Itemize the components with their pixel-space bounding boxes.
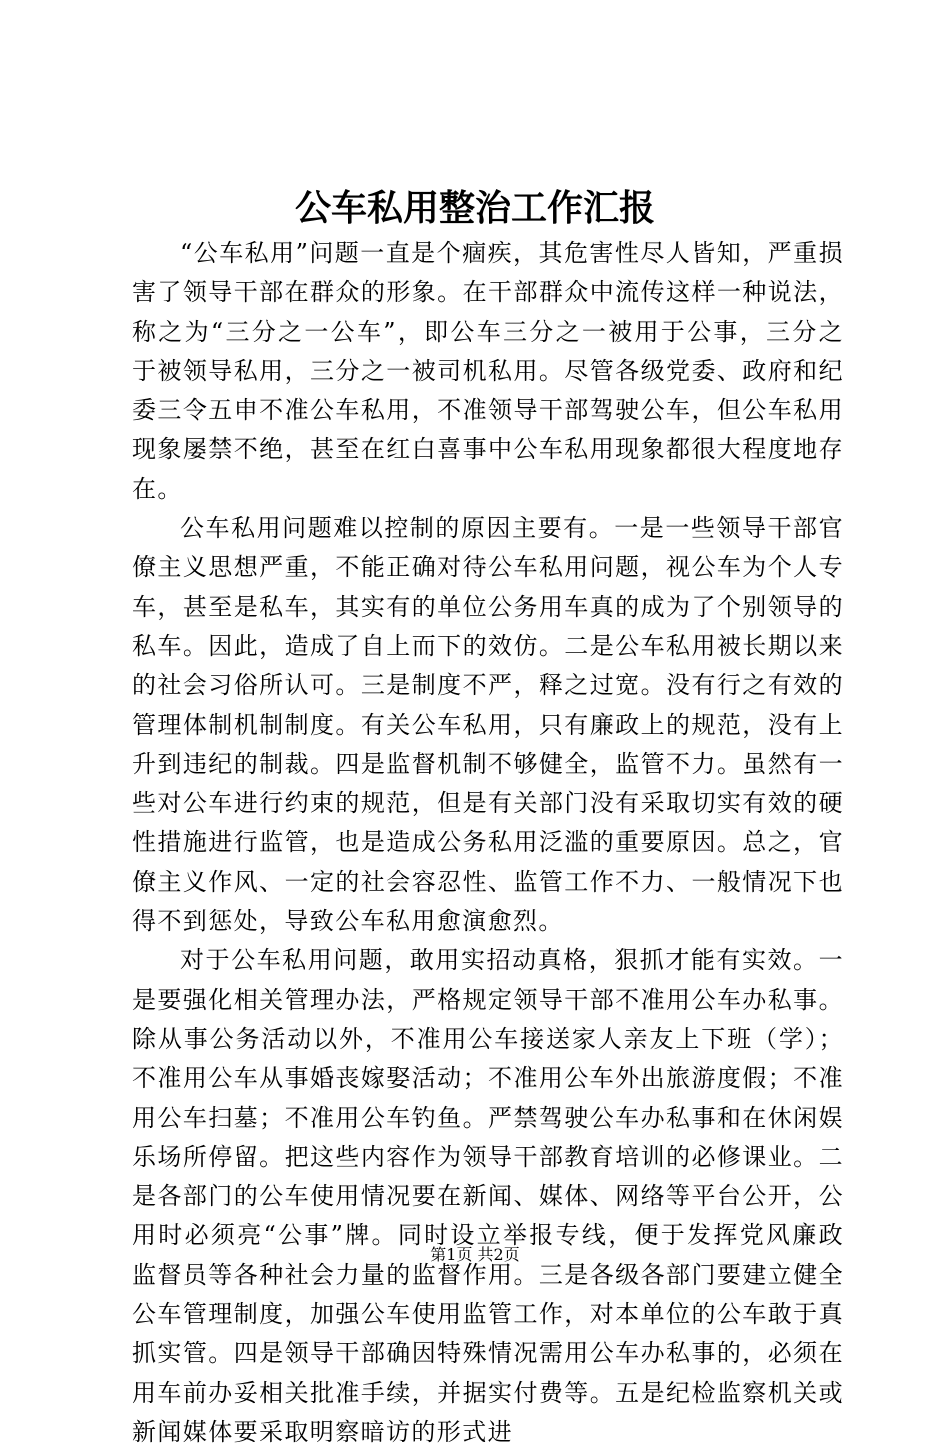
page-footer: 第1页 共2页 [430,1245,520,1264]
paragraph-3: 对于公车私用问题，敢用实招动真格，狠抓才能有实效。一是要强化相关管理办法，严格规定领导干部不准用公车办私事。除从事公务活动以外，不准用公车接送家人亲友上下班（学）；不准用公车从事婚丧嫁娶活动；不准用公车外出旅游度假；不准用公车扫墓；不准用公车钓鱼。严禁驾驶公车办私事和在休闲娱乐场所停留。把这些内容作为领导干部教育培训的必修课业。二是各部门的公车使用情况要在新闻、媒体、网络等平台公开，公用时必须亮“公事”牌。同时设立举报专线，便于发挥党风廉政监督员等各种社会力量的监督作用。三是各级各部门要建立健全公车管理制度，加强公车使用监管工作，对本单位的公车敢于真抓实管。四是领导干部确因特殊情况需用公车办私事的，必须在用车前办妥相关批准手续，并据实付费等。五是纪检监察机关或新闻媒体要采取明察暗访的形式进 [132,946,844,1446]
paragraph-1: “公车私用”问题一直是个痼疾，其危害性尽人皆知，严重损害了领导干部在群众的形象。在干部群众中流传这样一种说法，称之为“三分之一公车”，即公车三分之一被用于公事，三分之于被领导私用，三分之一被司机私用。尽管各级党委、政府和纪委三令五申不准公车私用，不准领导干部驾驶公车，但公车私用现象屡禁不绝，甚至在红白喜事中公车私用现象都很大程度地存在。 [132,239,844,503]
paragraph-2: 公车私用问题难以控制的原因主要有。一是一些领导干部官僚主义思想严重，不能正确对待公车私用问题，视公车为个人专车，甚至是私车，其实有的单位公务用车真的成为了个别领导的私车。因此，造成了自上而下的效仿。二是公车私用被长期以来的社会习俗所认可。三是制度不严，释之过宽。没有行之有效的管理体制机制制度。有关公车私用，只有廉政上的规范，没有上升到违纪的制裁。四是监督机制不够健全，监管不力。虽然有一些对公车进行约束的规范，但是有关部门没有采取切实有效的硬性措施进行监管，也是造成公务私用泛滥的重要原因。总之，官僚主义作风、一定的社会容忍性、监管工作不力、一般情况下也得不到惩处，导致公车私用愈演愈烈。 [132,514,844,936]
document-title: 公车私用整治工作汇报 [294,187,655,229]
document-body [132,234,844,1452]
